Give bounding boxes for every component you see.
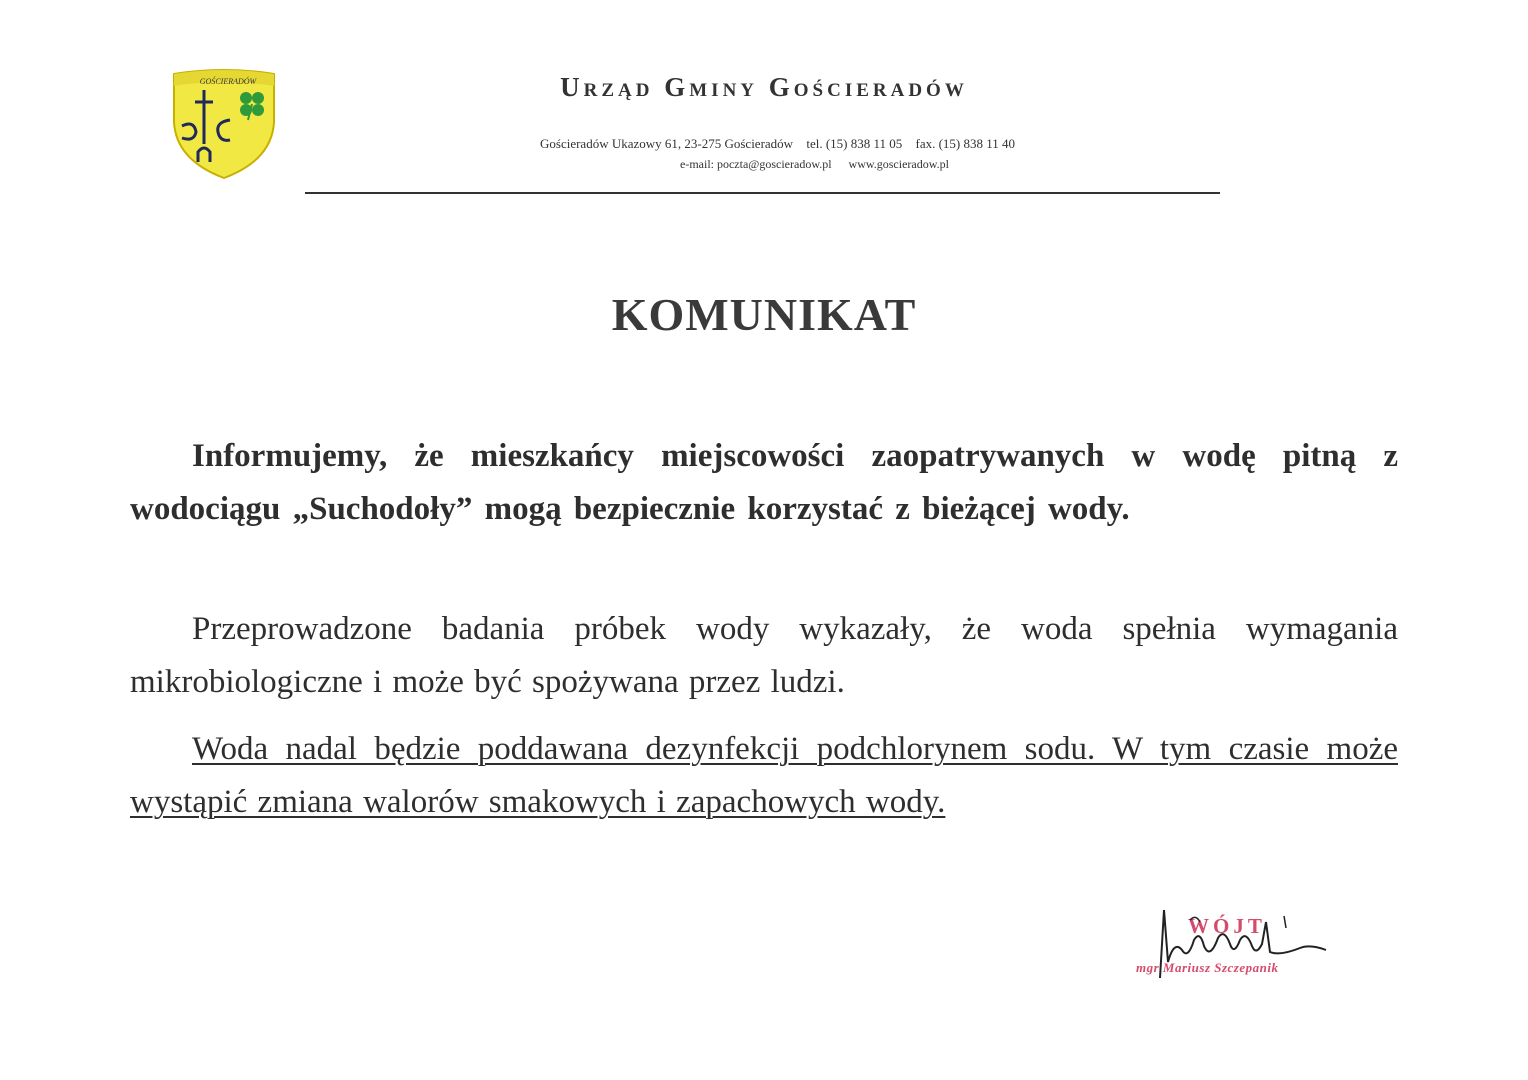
- paragraph-info: Informujemy, że mieszkańcy miejscowości zaopatrywanych w wodę pitną z wodociągu „Suchodoły” mogą bezpiecznie korzystać z bieżącej wody.: [130, 438, 1398, 527]
- fax: fax. (15) 838 11 40: [915, 136, 1016, 151]
- crest-banner-text: GOŚCIERADÓW: [199, 77, 257, 86]
- handwritten-signature: [1130, 900, 1350, 990]
- header-divider: [305, 192, 1220, 194]
- address-line: [300, 136, 1450, 152]
- municipality-crest-logo: [168, 64, 280, 182]
- contact-line: [300, 157, 1450, 172]
- document-title: KOMUNIKAT: [611, 289, 917, 340]
- signatory-name: mgr Mariusz Szczepanik: [1136, 960, 1279, 975]
- signatory-title: WÓJT: [1188, 914, 1266, 938]
- paragraph-disinfection-note: Woda nadal będzie poddawana dezynfekcji podchlorynem sodu. W tym czasie może wystąpić zmiana walorów smakowych i zapachowych wody.: [130, 731, 1398, 820]
- email: e-mail: poczta@goscieradow.pl: [680, 157, 832, 171]
- paragraph-test-results: Przeprowadzone badania próbek wody wykazały, że woda spełnia wymagania mikrobiologiczne i może być spożywana przez ludzi.: [130, 611, 1398, 700]
- office-name: Urząd Gminy Gościeradów: [560, 72, 968, 102]
- website: www.goscieradow.pl: [848, 157, 949, 171]
- phone: tel. (15) 838 11 05: [806, 136, 903, 151]
- address: Gościeradów Ukazowy 61, 23-275 Gościeradów: [540, 136, 794, 151]
